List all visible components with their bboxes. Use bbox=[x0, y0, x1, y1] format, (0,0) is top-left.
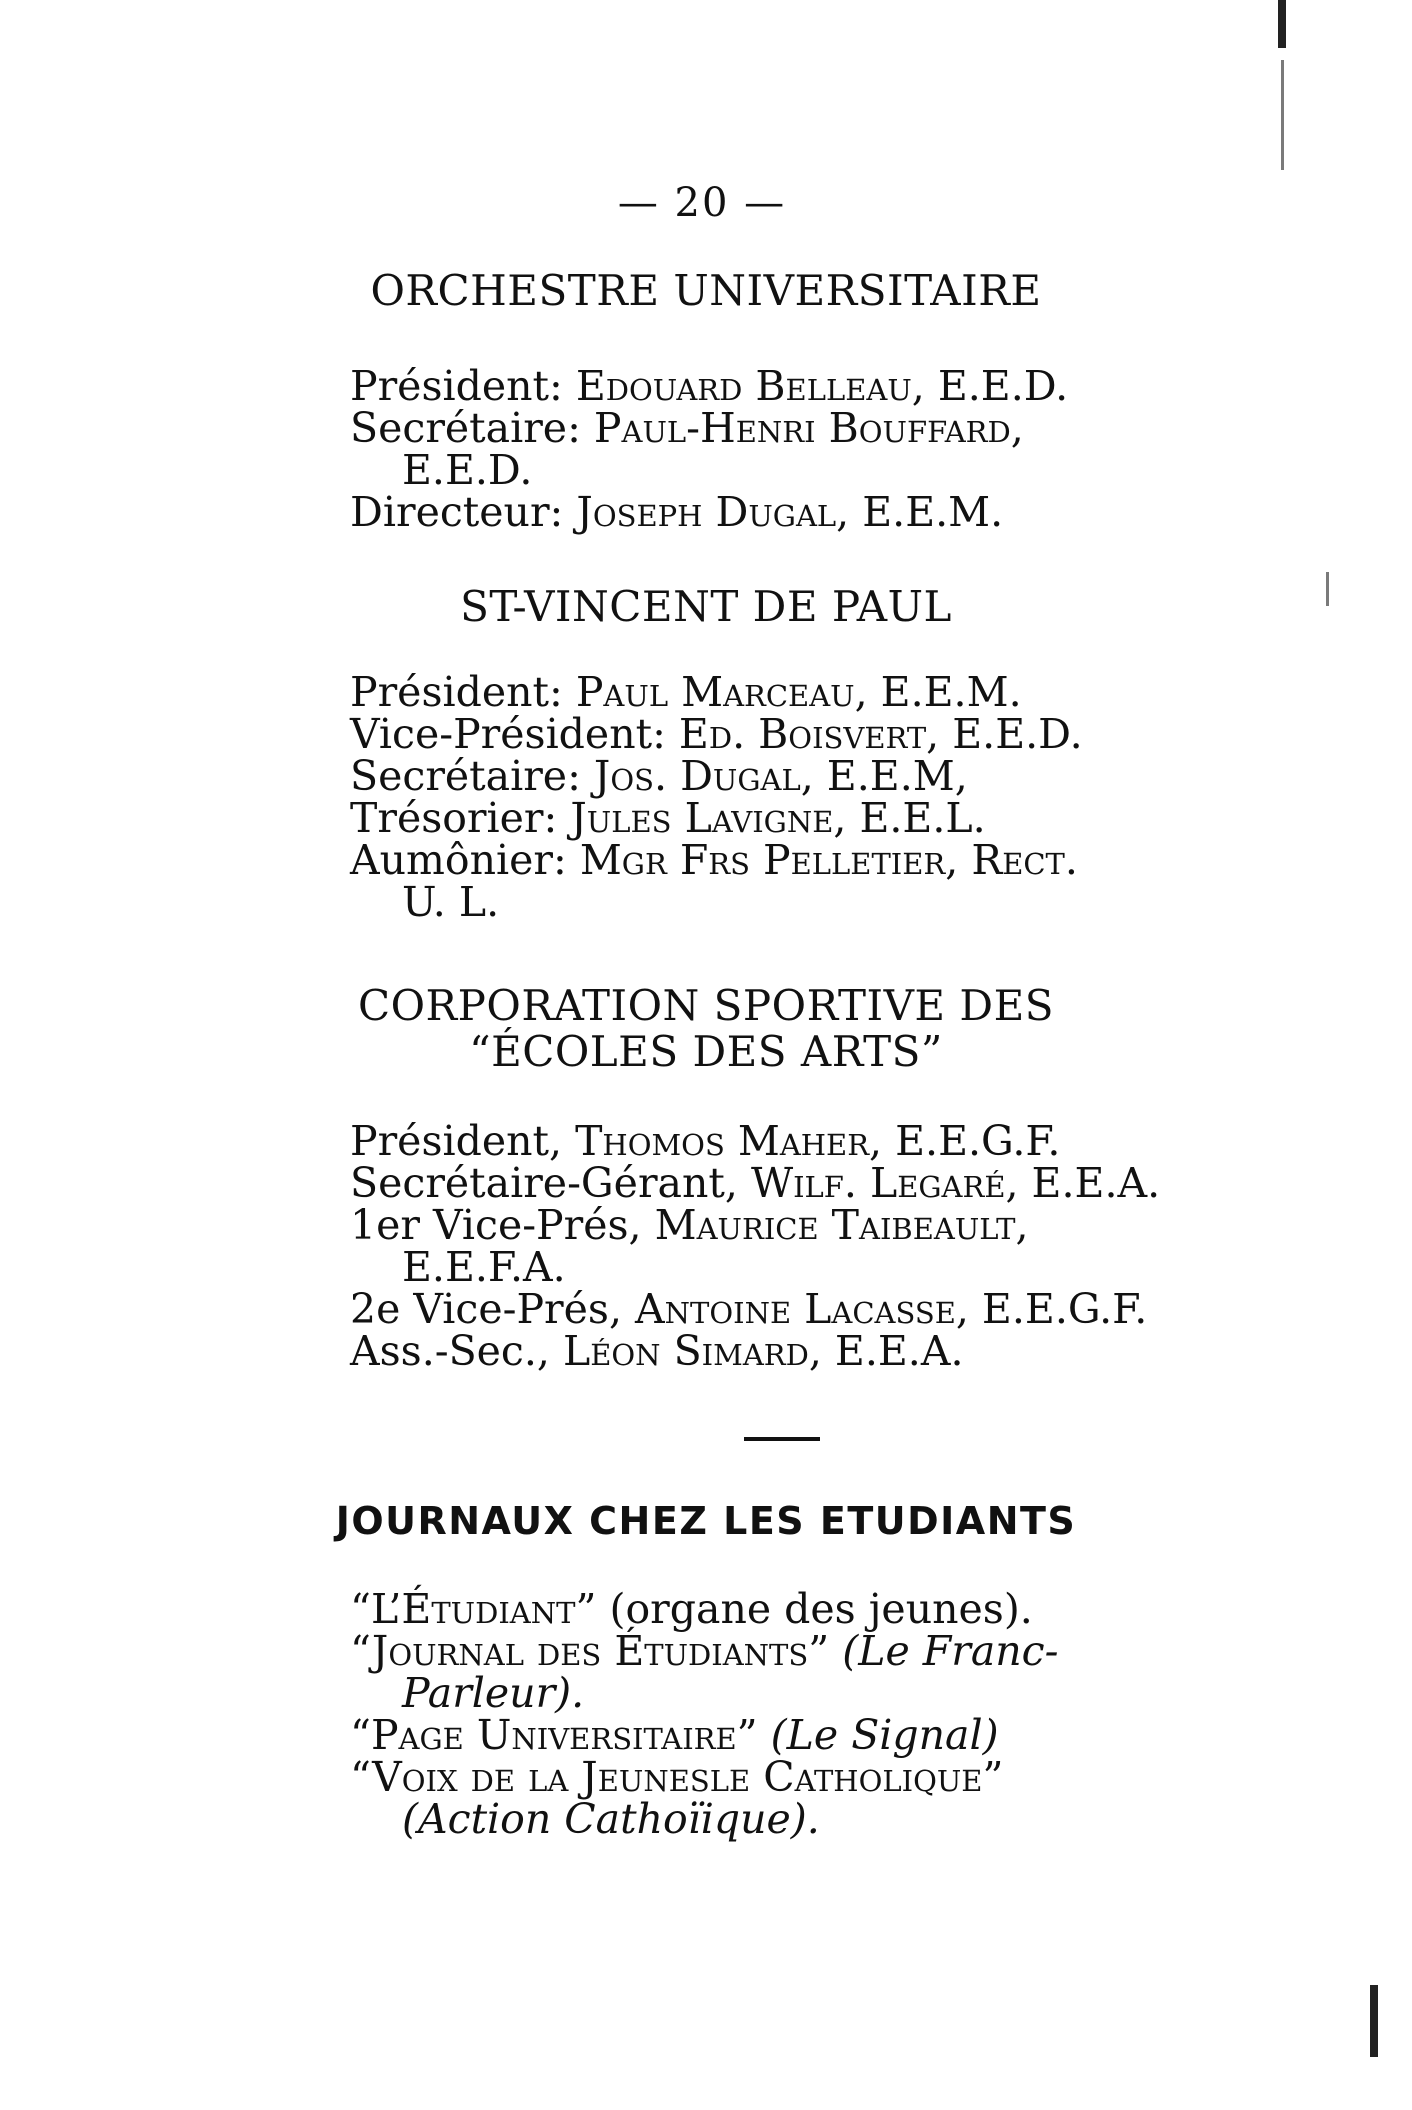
entry-name: Paul Marceau, E.E.M. bbox=[575, 668, 1022, 716]
list-item bbox=[350, 1117, 1220, 1165]
list-item bbox=[350, 836, 1220, 884]
entry-name: Jules Lavigne, E.E.L. bbox=[570, 794, 986, 842]
scan-mark-top-right bbox=[1278, 0, 1286, 48]
scan-mark-right-mid bbox=[1326, 572, 1329, 606]
journal-title: “Page Universitaire” bbox=[350, 1711, 758, 1759]
scan-mark-top-right-dots bbox=[1281, 60, 1284, 170]
list-item-continuation: Parleur). bbox=[402, 1669, 585, 1717]
heading-journaux: JOURNAUX CHEZ LES ETUDIANTS bbox=[335, 1499, 1077, 1543]
heading-corporation-line2: “ÉCOLES DES ARTS” bbox=[469, 1027, 943, 1076]
journal-desc: (Le Signal) bbox=[757, 1711, 999, 1759]
section-journaux bbox=[0, 1498, 1412, 1544]
list-item bbox=[350, 362, 1220, 410]
heading-corporation-line1: CORPORATION SPORTIVE DES bbox=[357, 981, 1055, 1030]
entry-label: Directeur: bbox=[350, 488, 577, 536]
list-item bbox=[350, 1327, 1220, 1375]
list-item bbox=[350, 710, 1220, 758]
list-st-vincent bbox=[350, 668, 1220, 926]
entry-label: Secrétaire: bbox=[350, 752, 594, 800]
journal-title: “Journal des Étudiants” bbox=[350, 1627, 830, 1675]
list-item-continuation: U. L. bbox=[402, 878, 500, 926]
entry-name: Paul-Henri Bouffard, bbox=[593, 404, 1024, 452]
entry-name: Léon Simard, E.E.A. bbox=[563, 1327, 964, 1375]
entry-label: Ass.-Sec., bbox=[350, 1327, 563, 1375]
entry-name: Joseph Dugal, E.E.M. bbox=[576, 488, 1004, 536]
entry-name: Wilf. Legaré, E.E.A. bbox=[750, 1159, 1161, 1207]
journal-title: “Voix de la Jeunesle Catholique” bbox=[350, 1753, 1004, 1801]
list-item-continuation: E.E.F.A. bbox=[402, 1243, 566, 1291]
list-item bbox=[350, 794, 1220, 842]
list-item bbox=[350, 1159, 1220, 1207]
scan-mark-bottom-right bbox=[1370, 1985, 1378, 2057]
entry-label: Président: bbox=[350, 668, 576, 716]
entry-label: 2e Vice-Prés, bbox=[350, 1285, 636, 1333]
journal-desc: (organe des jeunes). bbox=[596, 1585, 1033, 1633]
list-item bbox=[350, 1627, 1220, 1675]
list-journaux bbox=[350, 1585, 1220, 1843]
list-item bbox=[350, 1753, 1220, 1801]
entry-name: Mgr Frs Pelletier, Rect. bbox=[579, 836, 1078, 884]
list-item bbox=[350, 1201, 1220, 1249]
entry-label: Vice-Président: bbox=[350, 710, 679, 758]
list-item bbox=[350, 1285, 1220, 1333]
entry-label: Secrétaire-Gérant, bbox=[350, 1159, 751, 1207]
list-orchestre bbox=[350, 362, 1220, 536]
entry-name: Edouard Belleau, E.E.D. bbox=[575, 362, 1069, 410]
entry-name: Antoine Lacasse, E.E.G.F. bbox=[635, 1285, 1148, 1333]
list-item bbox=[350, 1711, 1220, 1759]
section-corporation bbox=[0, 983, 1412, 1075]
entry-name: Maurice Taibeault, bbox=[654, 1201, 1029, 1249]
entry-label: Président: bbox=[350, 362, 576, 410]
heading-st-vincent: ST-VINCENT DE PAUL bbox=[460, 582, 952, 631]
list-corporation bbox=[350, 1117, 1220, 1375]
journal-desc: (Le Franc- bbox=[829, 1627, 1059, 1675]
heading-orchestre: ORCHESTRE UNIVERSITAIRE bbox=[370, 266, 1042, 315]
section-divider bbox=[744, 1437, 820, 1441]
list-item bbox=[350, 1585, 1220, 1633]
entry-name: Ed. Boisvert, E.E.D. bbox=[678, 710, 1083, 758]
list-item bbox=[350, 668, 1220, 716]
entry-name: Jos. Dugal, E.E.M, bbox=[593, 752, 968, 800]
section-st-vincent bbox=[0, 584, 1412, 630]
entry-label: Président, bbox=[350, 1117, 576, 1165]
list-item bbox=[350, 752, 1220, 800]
entry-label: Secrétaire: bbox=[350, 404, 594, 452]
entry-label: Trésorier: bbox=[350, 794, 571, 842]
entry-name: Thomos Maher, E.E.G.F. bbox=[575, 1117, 1061, 1165]
list-item bbox=[350, 488, 1220, 536]
list-item bbox=[350, 404, 1220, 452]
list-item-continuation: E.E.D. bbox=[402, 446, 533, 494]
entry-label: 1er Vice-Prés, bbox=[350, 1201, 655, 1249]
journal-title: “L’Étudiant” bbox=[350, 1585, 597, 1633]
entry-label: Aumônier: bbox=[350, 836, 580, 884]
list-item-continuation: (Action Cathoïique). bbox=[402, 1795, 820, 1843]
page-number: — 20 — bbox=[617, 180, 787, 226]
section-orchestre bbox=[0, 268, 1412, 314]
